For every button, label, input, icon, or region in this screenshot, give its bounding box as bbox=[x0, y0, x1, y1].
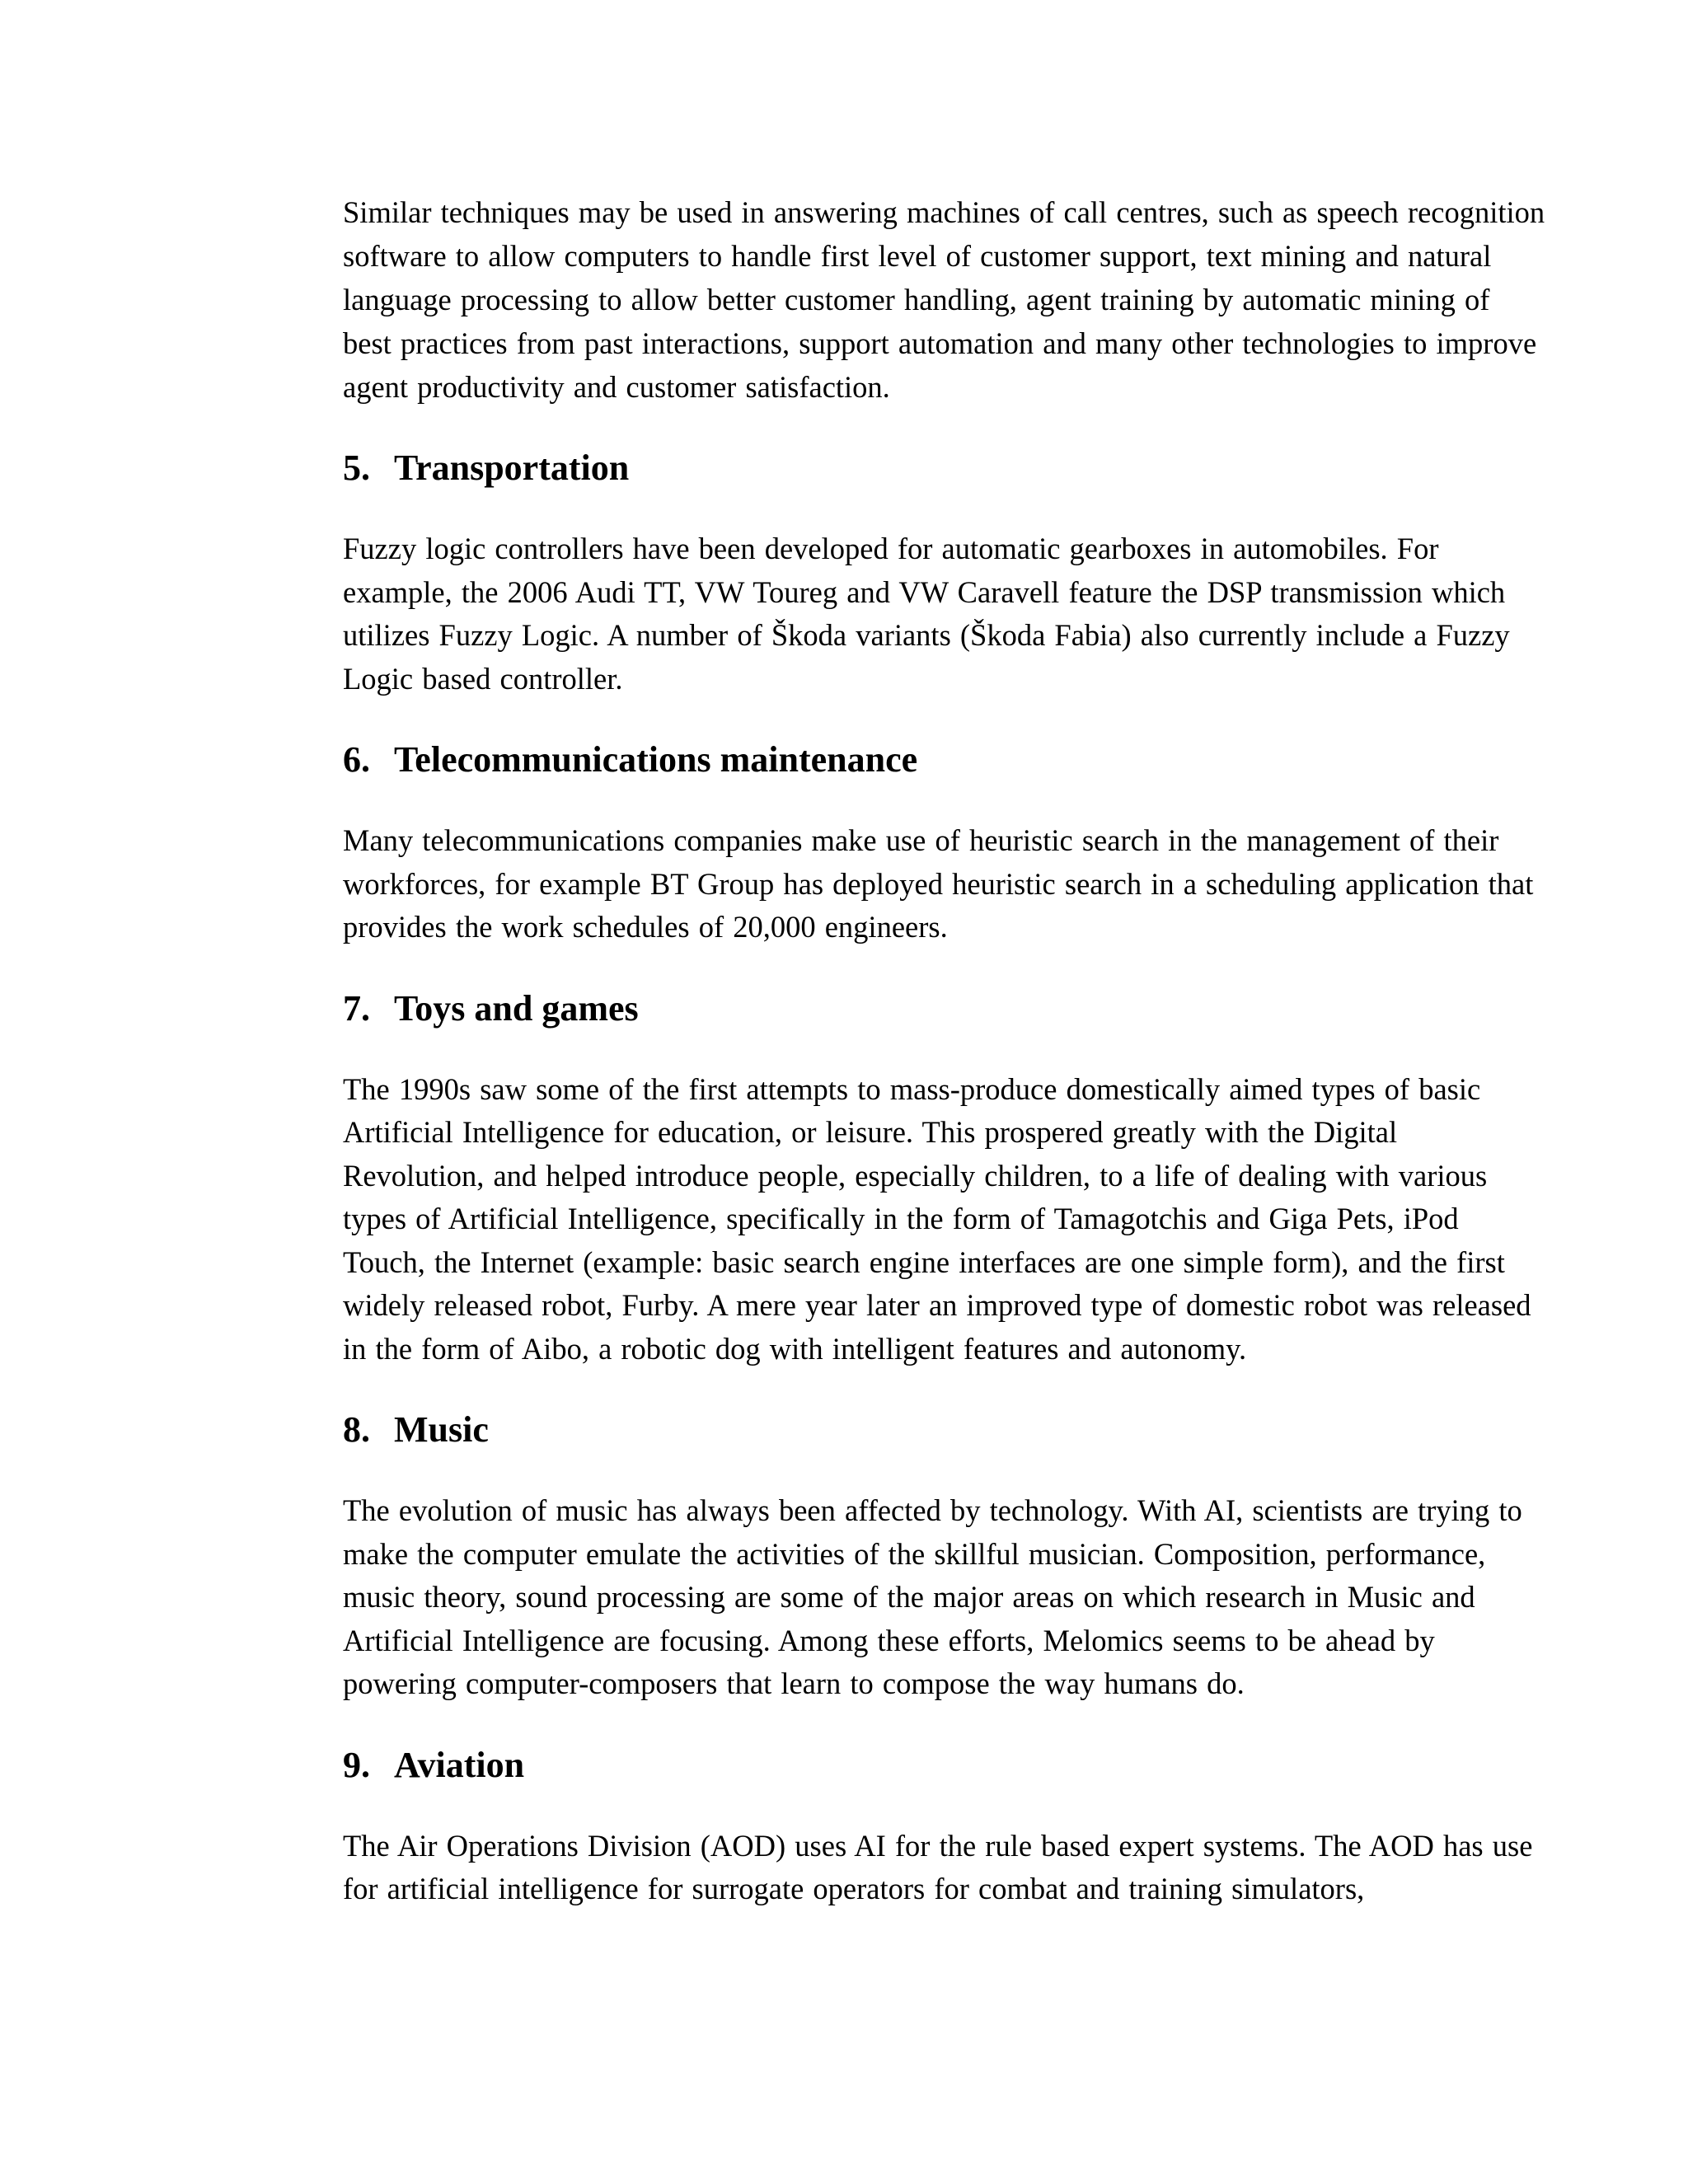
section-title: Transportation bbox=[394, 448, 630, 488]
section-title: Music bbox=[394, 1409, 489, 1450]
section-body-music: The evolution of music has always been affected by technology. With AI, scientists are trying to make the computer emulate the activities of the skillful musician. Composition, performance, music theory, sound processing are some of the major areas on which research in Music and Artificial Intelligence are focusing. Among these efforts, Melomics seems to be ahead by powering computer-composers that learn to compose the way humans do. bbox=[343, 1493, 1522, 1700]
spacer bbox=[343, 1371, 1546, 1407]
section-number: 8. bbox=[343, 1409, 370, 1450]
section-number: 7. bbox=[343, 987, 370, 1029]
intro-paragraph: Similar techniques may be used in answering machines of call centres, such as speech recognition software to allow computers to handle first level of customer support, text mining and natural language processing to allow better customer handling, agent training by automatic mining of best practices from past interactions, support automation and many other technologies to improve agent productivity and customer satisfaction. bbox=[343, 195, 1545, 404]
section-body-transportation: Fuzzy logic controllers have been developed for automatic gearboxes in automobiles. For example, the 2006 Audi TT, VW Toureg and VW Caravell feature the DSP transmission which utilizes Fuzzy Logic. A number of Škoda variants (Škoda Fabia) also currently include a Fuzzy Logic based controller. bbox=[343, 532, 1510, 696]
section-title: Telecommunications maintenance bbox=[394, 739, 918, 780]
spacer bbox=[343, 949, 1546, 986]
section-heading-transportation bbox=[343, 445, 1546, 491]
section-body-aviation: The Air Operations Division (AOD) uses AI for the rule based expert systems. The AOD has use for artificial intelligence for surrogate operators for combat and training simulators, bbox=[343, 1828, 1533, 1905]
section-heading-toys-and-games bbox=[343, 986, 1546, 1032]
spacer bbox=[343, 701, 1546, 737]
section-number: 6. bbox=[343, 739, 370, 780]
spacer bbox=[343, 1788, 1546, 1825]
section-heading-aviation bbox=[343, 1742, 1546, 1788]
section-title: Aviation bbox=[394, 1744, 525, 1785]
spacer bbox=[343, 783, 1546, 819]
section-title: Toys and games bbox=[394, 987, 639, 1029]
section-number: 9. bbox=[343, 1744, 370, 1785]
section-body-toys-and-games: The 1990s saw some of the first attempts to mass-produce domestically aimed types of basic Artificial Intelligence for education, or leisure. This prospered greatly with the Digital Revolution, and helped introduce people, especially children, to a life of dealing with various types of Artificial Intelligence, specifically in the form of Tamagotchis and Giga Pets, iPod Touch, the Internet (example: basic search engine interfaces are one simple form), and the first widely released robot, Furby. A mere year later an improved type of domestic robot was released in the form of Aibo, a robotic dog with intelligent features and autonomy. bbox=[343, 1071, 1531, 1366]
spacer bbox=[343, 491, 1546, 527]
spacer bbox=[343, 1453, 1546, 1489]
section-heading-telecommunications bbox=[343, 737, 1546, 783]
section-body-telecommunications: Many telecommunications companies make use of heuristic search in the management of their workforces, for example BT Group has deployed heuristic search in a scheduling application that provides the work schedules of 20,000 engineers. bbox=[343, 823, 1534, 944]
spacer bbox=[343, 409, 1546, 445]
section-number: 5. bbox=[343, 448, 370, 488]
spacer bbox=[343, 1032, 1546, 1068]
section-heading-music bbox=[343, 1407, 1546, 1453]
page-content bbox=[343, 190, 1546, 1911]
spacer bbox=[343, 1706, 1546, 1742]
